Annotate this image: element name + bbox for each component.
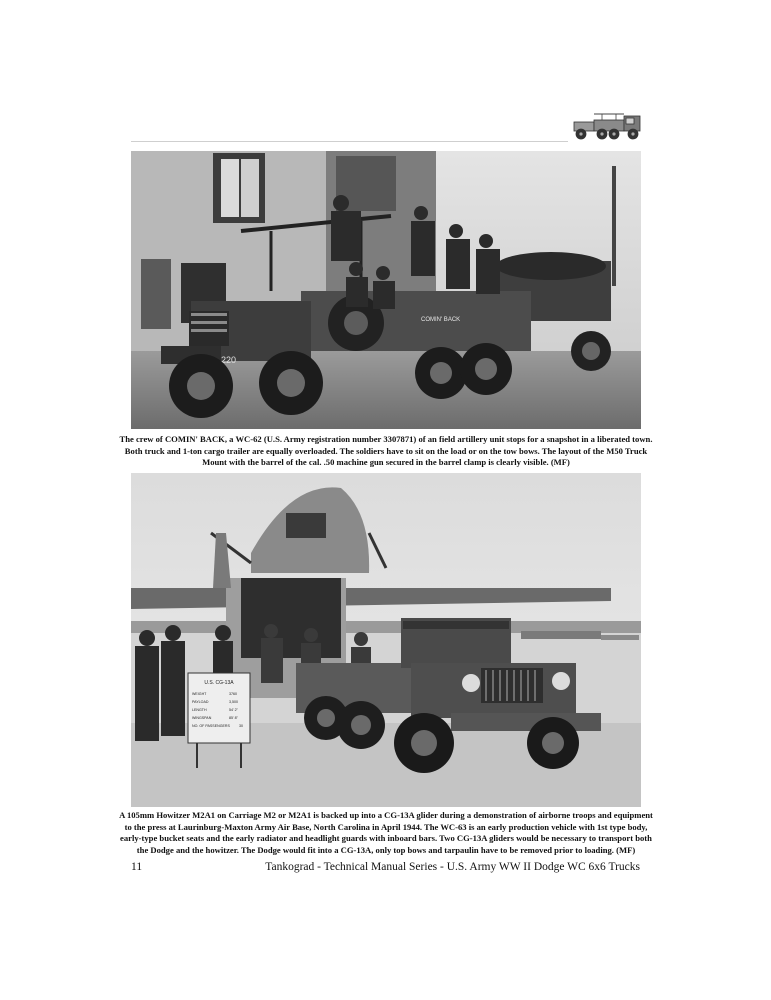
placard-row-label: WEIGHT bbox=[192, 692, 207, 696]
placard-row-label: LENGTH bbox=[192, 708, 207, 712]
running-title: Tankograd - Technical Manual Series - U.S. Army WW II Dodge WC 6x6 Trucks bbox=[265, 861, 640, 873]
placard-title: U.S. CG-13A bbox=[204, 680, 234, 686]
header-rule bbox=[131, 141, 568, 142]
photo-truck-in-town bbox=[131, 151, 641, 429]
caption-photo-1: The crew of COMIN' BACK, a WC-62 (U.S. Army registration number 3307871) of an field artillery unit stops for a snapshot in a liberated town. Both truck and 1-ton cargo trailer are equally overloaded. The soldiers have to sit on the load or on the tow bows. The layout of the M50 Truck Mount with the barrel of the cal. .50 machine gun secured in the barrel clamp is clearly visible. (MF) bbox=[119, 434, 653, 468]
placard-row-value: 30 bbox=[239, 724, 243, 728]
placard-row-value: 85' 8" bbox=[229, 716, 238, 720]
placard-row-label: PAYLOAD bbox=[192, 700, 209, 704]
placard-row-value: 3760 bbox=[229, 692, 237, 696]
caption-photo-2: A 105mm Howitzer M2A1 on Carriage M2 or M2A1 is backed up into a CG-13A glider during a demonstration of airborne troops and equipment to the press at Laurinburg-Maxton Army Air Base, North Carolina in April 1944. The WC-63 is an early production vehicle with 1st type body, early-type bucket seats and the early radiator and headlight guards with inboard bars. Two CG-13A gliders would be necessary to transport both the Dodge and the howitzer. The Dodge would fit into a CG-13A, only top bows and tarpaulin have to be removed prior to loading. (MF) bbox=[119, 810, 653, 855]
truck-side-text: COMIN' BACK bbox=[421, 317, 461, 323]
truck-silhouette-icon bbox=[572, 108, 644, 144]
placard-row-label: WINGSPAN bbox=[192, 716, 212, 720]
bumper-number: 220 bbox=[221, 355, 237, 365]
placard-row-label: NO. OF PASSENGERS bbox=[192, 724, 230, 728]
photo-glider-loading bbox=[131, 473, 641, 807]
placard-row-value: 3,500 bbox=[229, 700, 238, 704]
placard-row-value: 54' 2" bbox=[229, 708, 238, 712]
page-number: 11 bbox=[131, 861, 143, 873]
